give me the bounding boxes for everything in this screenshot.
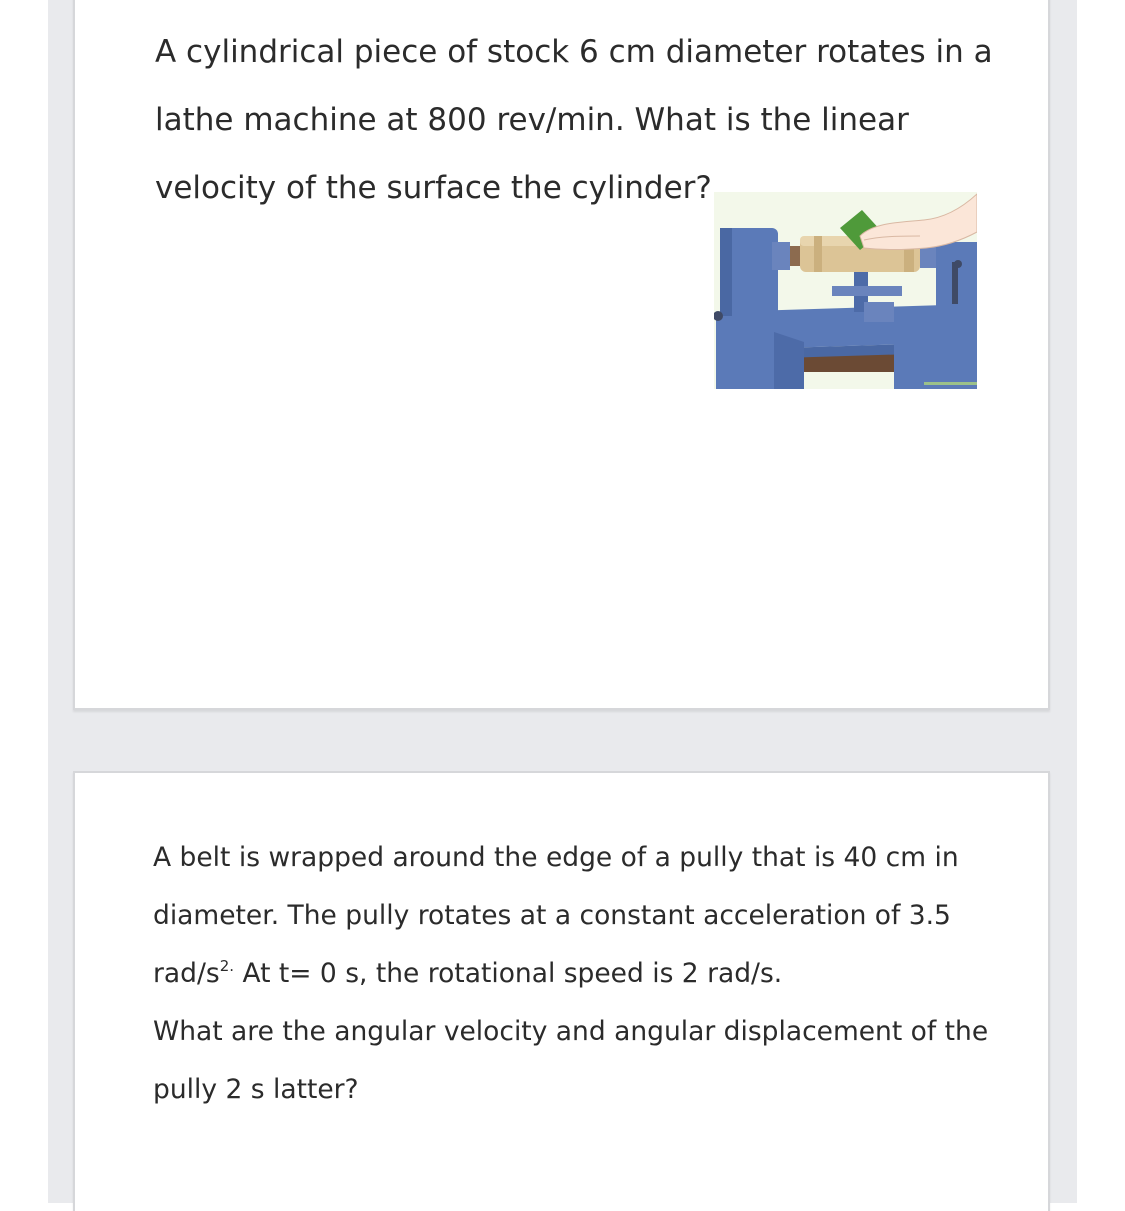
- question-1-line-2: lathe machine at 800 rev/min. What is the linear: [155, 102, 909, 138]
- question-1-line-3: velocity of the surface the cylinder?: [155, 170, 712, 206]
- question-1-line-1: A cylindrical piece of stock 6 cm diameter rotates in a: [155, 34, 993, 70]
- question-2-line-2: diameter. The pully rotates at a constant acceleration of 3.5: [153, 900, 951, 931]
- question-2-line-3-pre: rad/s: [153, 958, 220, 989]
- question-card-1: [73, 0, 1050, 710]
- question-2-line-3: [153, 958, 782, 989]
- question-2-line-3-post: At t= 0 s, the rotational speed is 2 rad/s.: [234, 958, 783, 989]
- question-2-line-5: pully 2 s latter?: [153, 1074, 359, 1105]
- question-2-line-3-superscript: 2.: [219, 957, 235, 975]
- lathe-illustration: [714, 192, 977, 389]
- question-2-line-4: What are the angular velocity and angular displacement of the: [153, 1016, 989, 1047]
- question-card-2: [73, 771, 1050, 1211]
- question-2-text: [153, 829, 1013, 1119]
- question-2-line-1: A belt is wrapped around the edge of a pully that is 40 cm in: [153, 842, 959, 873]
